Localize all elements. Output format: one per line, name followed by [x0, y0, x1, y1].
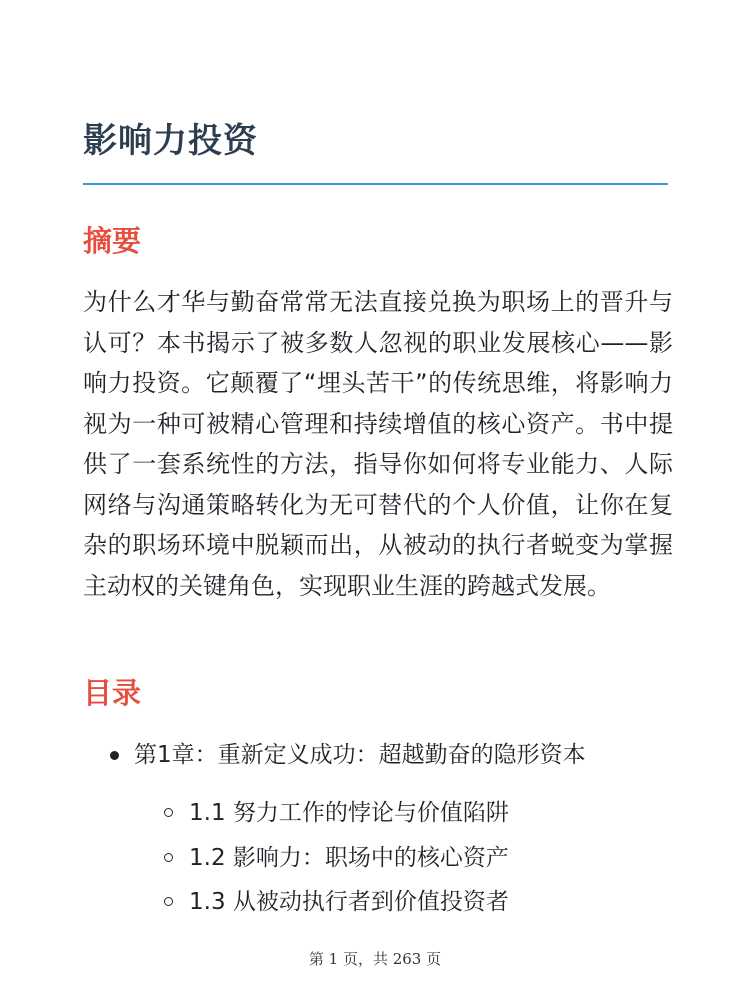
toc-section-1-1[interactable]: 1.1 努力工作的悖论与价值陷阱 [189, 800, 509, 826]
document-title: 影响力投资 [83, 121, 258, 161]
abstract-heading: 摘要 [83, 224, 142, 258]
bullet-circle-icon [164, 808, 173, 817]
bullet-disc-icon [110, 751, 119, 760]
toc-chapter-1[interactable]: 第1章：重新定义成功：超越勤奋的隐形资本 [134, 742, 586, 768]
toc-heading: 目录 [83, 676, 142, 710]
bullet-circle-icon [164, 853, 173, 862]
toc-section-item [160, 795, 660, 831]
bullet-circle-icon [164, 897, 173, 906]
toc-section-1-2[interactable]: 1.2 影响力：职场中的核心资产 [189, 845, 509, 871]
toc-section-item [160, 884, 660, 920]
page-footer: 第 1 页，共 263 页 [308, 950, 442, 968]
toc-section-item [160, 840, 660, 876]
abstract-paragraph: 为什么才华与勤奋常常无法直接兑换为职场上的晋升与认可？本书揭示了被多数人忽视的职业发展核心——影响力投资。它颠覆了“埋头苦干”的传统思维，将影响力视为一种可被精心管理和持续增值的核心资产。书中提供了一套系统性的方法，指导你如何将专业能力、人际网络与沟通策略转化为无可替代的个人价值，让你在复杂的职场环境中脱颖而出，从被动的执行者蜕变为掌握主动权的关键角色，实现职业生涯的跨越式发展。 [83, 288, 673, 600]
title-divider [83, 183, 668, 185]
toc-section-1-3[interactable]: 1.3 从被动执行者到价值投资者 [189, 889, 509, 915]
